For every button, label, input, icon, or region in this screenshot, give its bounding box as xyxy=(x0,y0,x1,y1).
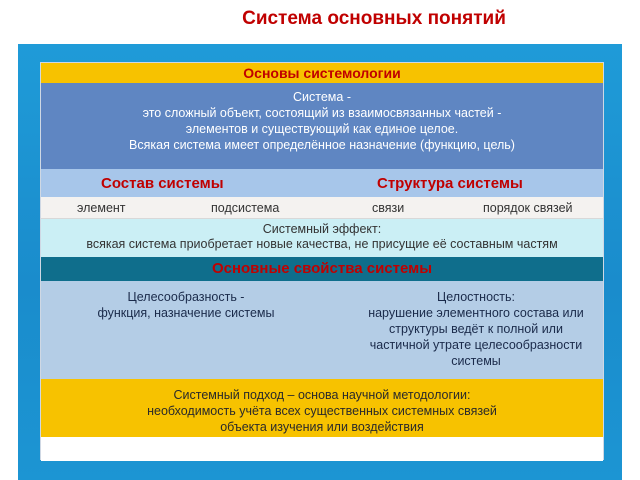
empty-footer-row xyxy=(41,437,603,461)
system-effect xyxy=(41,219,603,257)
composition-item-subsystem: подсистема xyxy=(211,201,280,215)
definition-line: Система - xyxy=(293,90,351,104)
system-definition xyxy=(41,83,603,169)
approach-line: необходимость учёта всех существенных системных связей xyxy=(147,404,497,418)
approach-line: объекта изучения или воздействия xyxy=(220,420,424,434)
structure-header: Структура системы xyxy=(377,175,523,192)
composition-structure-headers xyxy=(41,169,603,197)
structure-item-links: связи xyxy=(372,201,405,215)
slide-title: Система основных понятий xyxy=(242,8,506,29)
purposefulness-text: функция, назначение системы xyxy=(97,306,275,320)
structure-item-link-order: порядок связей xyxy=(483,201,573,215)
properties-body xyxy=(41,281,603,379)
basics-header: Основы системологии xyxy=(41,63,603,83)
purposefulness-title: Целесообразность - xyxy=(127,290,245,304)
definition-line: это сложный объект, состоящий из взаимосвязанных частей - xyxy=(142,106,502,120)
composition-structure-items xyxy=(41,197,603,219)
integrity-cell xyxy=(347,289,605,369)
integrity-title: Целостность: xyxy=(437,290,515,304)
properties-header: Основные свойства системы xyxy=(41,257,603,281)
definition-line: Всякая система имеет определённое назначение (функцию, цель) xyxy=(129,138,515,152)
approach-line: Системный подход – основа научной методологии: xyxy=(173,388,471,402)
concept-table xyxy=(40,62,604,460)
system-approach xyxy=(41,379,603,437)
composition-item-element: элемент xyxy=(77,201,126,215)
integrity-text: структуры ведёт к полной или xyxy=(389,322,563,336)
composition-header: Состав системы xyxy=(101,175,224,192)
purposefulness-cell xyxy=(71,289,301,321)
effect-text: всякая система приобретает новые качества, не присущие её составным частям xyxy=(86,237,558,251)
definition-line: элементов и существующий как единое целое. xyxy=(185,122,459,136)
effect-title: Системный эффект: xyxy=(262,222,382,236)
integrity-text: частичной утрате целесообразности xyxy=(369,338,583,352)
integrity-text: системы xyxy=(451,354,501,368)
integrity-text: нарушение элементного состава или xyxy=(368,306,584,320)
